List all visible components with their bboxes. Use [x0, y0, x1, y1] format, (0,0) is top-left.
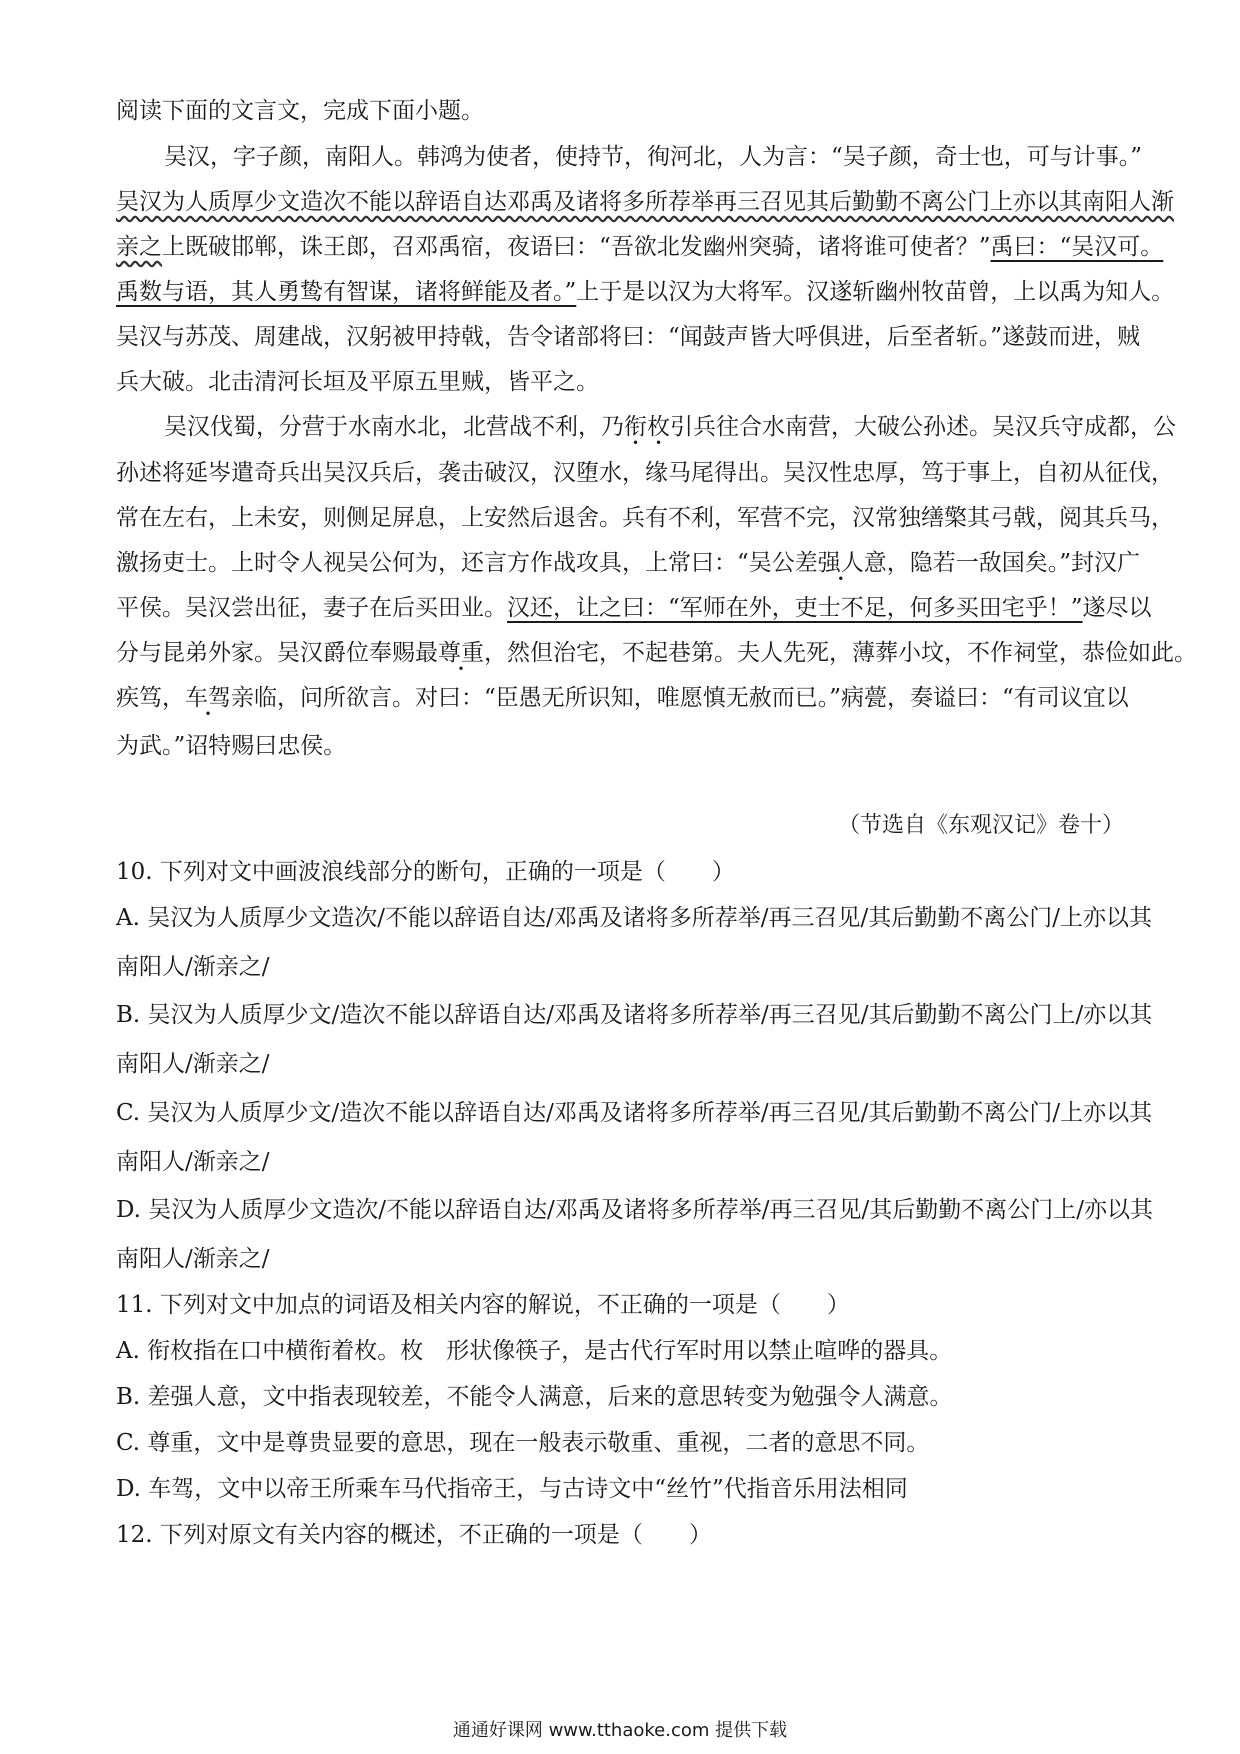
passage-text: 平侯。吴汉尝出征，妻子在后买田业。 [116, 595, 507, 621]
option-b-cont: 南阳人/渐亲之/ [116, 1051, 270, 1077]
passage-line [116, 277, 1174, 307]
source-citation: （节选自《东观汉记》卷十） [837, 813, 1124, 838]
option-a-cont: 南阳人/渐亲之/ [116, 954, 270, 980]
option-a: A. 衔枚指在口中横衔着枚。枚 形状像筷子，是古代行军时用以禁止喧哗的器具。 [116, 1338, 953, 1364]
passage-text: 激扬吏士。上时令人视吴公何为，还言方作战攻具，上常曰：“吴公 [116, 550, 795, 576]
passage-line [116, 187, 1174, 217]
passage-line: 孙述将延岑遣奇兵出吴汉兵后，袭击破汉，汉堕水，缘马尾得出。吴汉性忠厚，笃于事上，自初从征伐， [116, 460, 1174, 486]
passage-line [116, 638, 1197, 668]
dotted-char: 衔 [624, 414, 647, 440]
option-d: D. 吴汉为人质厚少文造次/不能以辞语自达/邓禹及诸将多所荐举/再三召见/其后勤勤不离公门上/亦以其 [116, 1197, 1153, 1223]
passage-text: 亲临，问所欲言。对曰：“臣愚无所识知，唯愿慎无赦而已。”病甍，奏谥曰：“有司议宜以 [231, 685, 1129, 711]
underlined-text: 禹曰：“吴汉可。 [990, 234, 1164, 260]
passage-line: 常在左右，上未安，则侧足屏息，上安然后退舍。兵有不利，军营不完，汉常独缮檠其弓戟，阅其兵马， [116, 505, 1174, 531]
option-b: B. 吴汉为人质厚少文/造次不能以辞语自达/邓禹及诸将多所荐举/再三召见/其后勤勤不离公门上/亦以其 [116, 1002, 1153, 1028]
footer-watermark: 通通好课网 www.tthaoke.com 提供下载 [452, 1720, 788, 1741]
passage-line [116, 593, 1152, 623]
passage-text: 遂尽以 [1082, 595, 1152, 621]
passage-text: ，然但治宅，不起巷第。夫人先死，薄葬小坟，不作祠堂，恭俭如此。 [484, 640, 1197, 666]
dotted-phrase: 尊重 [438, 640, 484, 666]
passage-text: 上于是以汉为大将军。汉遂斩幽州牧苗曾，上以禹为知人。 [576, 279, 1175, 305]
question-12: 12. 下列对原文有关内容的概述，不正确的一项是（ ） [116, 1522, 712, 1548]
question-11: 11. 下列对文中加点的词语及相关内容的解说，不正确的一项是（ ） [116, 1292, 850, 1318]
passage-line: 吴汉，字子颜，南阳人。韩鸿为使者，使持节，徇河北，人为言：“吴子颜，奇士也，可与计事。” [164, 144, 1143, 170]
passage-line [164, 412, 1176, 442]
wavy-underlined-text: 吴汉为人质厚少文造次不能以辞语自达邓禹及诸将多所荐举再三召见其后勤勤不离公门上亦以其南阳人渐 [116, 189, 1174, 215]
passage-line: 为武。”诏特赐曰忠侯。 [116, 733, 347, 759]
passage-line: 吴汉与苏茂、周建战，汉躬被甲持戟，告令诸部将曰：“闻鼓声皆大呼俱进，后至者斩。”遂鼓而进，贼 [116, 324, 1141, 350]
option-b: B. 差强人意，文中指表现较差，不能令人满意，后来的意思转变为勉强令人满意。 [116, 1384, 953, 1410]
option-c-cont: 南阳人/渐亲之/ [116, 1149, 270, 1175]
passage-line [116, 232, 1163, 262]
passage-line [116, 548, 1140, 578]
option-c: C. 吴汉为人质厚少文/造次不能以辞语自达/邓禹及诸将多所荐举/再三召见/其后勤勤不离公门/上亦以其 [116, 1100, 1153, 1126]
passage-text: ，隐若一敌国矣。”封汉广 [886, 550, 1141, 576]
option-a: A. 吴汉为人质厚少文造次/不能以辞语自达/邓禹及诸将多所荐举/再三召见/其后勤勤不离公门/上亦以其 [116, 905, 1152, 931]
passage-text: 上既破邯郸，诛王郎，召邓禹宿，夜语曰：“吾欲北发幽州突骑，诸将谁可使者？” [162, 234, 991, 260]
passage-line: 兵大破。北击清河长垣及平原五里贼，皆平之。 [116, 369, 599, 395]
option-d: D. 车驾，文中以帝王所乘车马代指帝王，与古诗文中“丝竹”代指音乐用法相同 [116, 1476, 908, 1502]
passage-text: 分与昆弟外家。吴汉爵位奉赐最 [116, 640, 438, 666]
dotted-phrase: 车驾 [185, 685, 231, 711]
passage-text: 疾笃， [116, 685, 185, 711]
option-d-cont: 南阳人/渐亲之/ [116, 1246, 270, 1272]
question-10: 10. 下列对文中画波浪线部分的断句，正确的一项是（ ） [116, 859, 735, 885]
wavy-underlined-text: 亲之 [116, 234, 162, 260]
option-c: C. 尊重，文中是尊贵显要的意思，现在一般表示敬重、重视，二者的意思不同。 [116, 1430, 930, 1456]
passage-text: 引兵往合水南营，大破公孙述。吴汉兵守成都，公 [670, 414, 1176, 440]
instruction: 阅读下面的文言文，完成下面小题。 [116, 98, 484, 124]
passage-line [116, 683, 1129, 713]
dotted-phrase: 差强人意 [794, 550, 887, 576]
dotted-char: 枚 [647, 414, 670, 440]
underlined-text: 禹数与语，其人勇鸷有智谋，诸将鲜能及者。” [116, 279, 577, 305]
underlined-text: 汉还，让之曰：“军师在外，吏士不足，何多买田宅乎！” [507, 595, 1083, 621]
passage-text: 吴汉伐蜀，分营于水南水北，北营战不利，乃 [164, 414, 624, 440]
